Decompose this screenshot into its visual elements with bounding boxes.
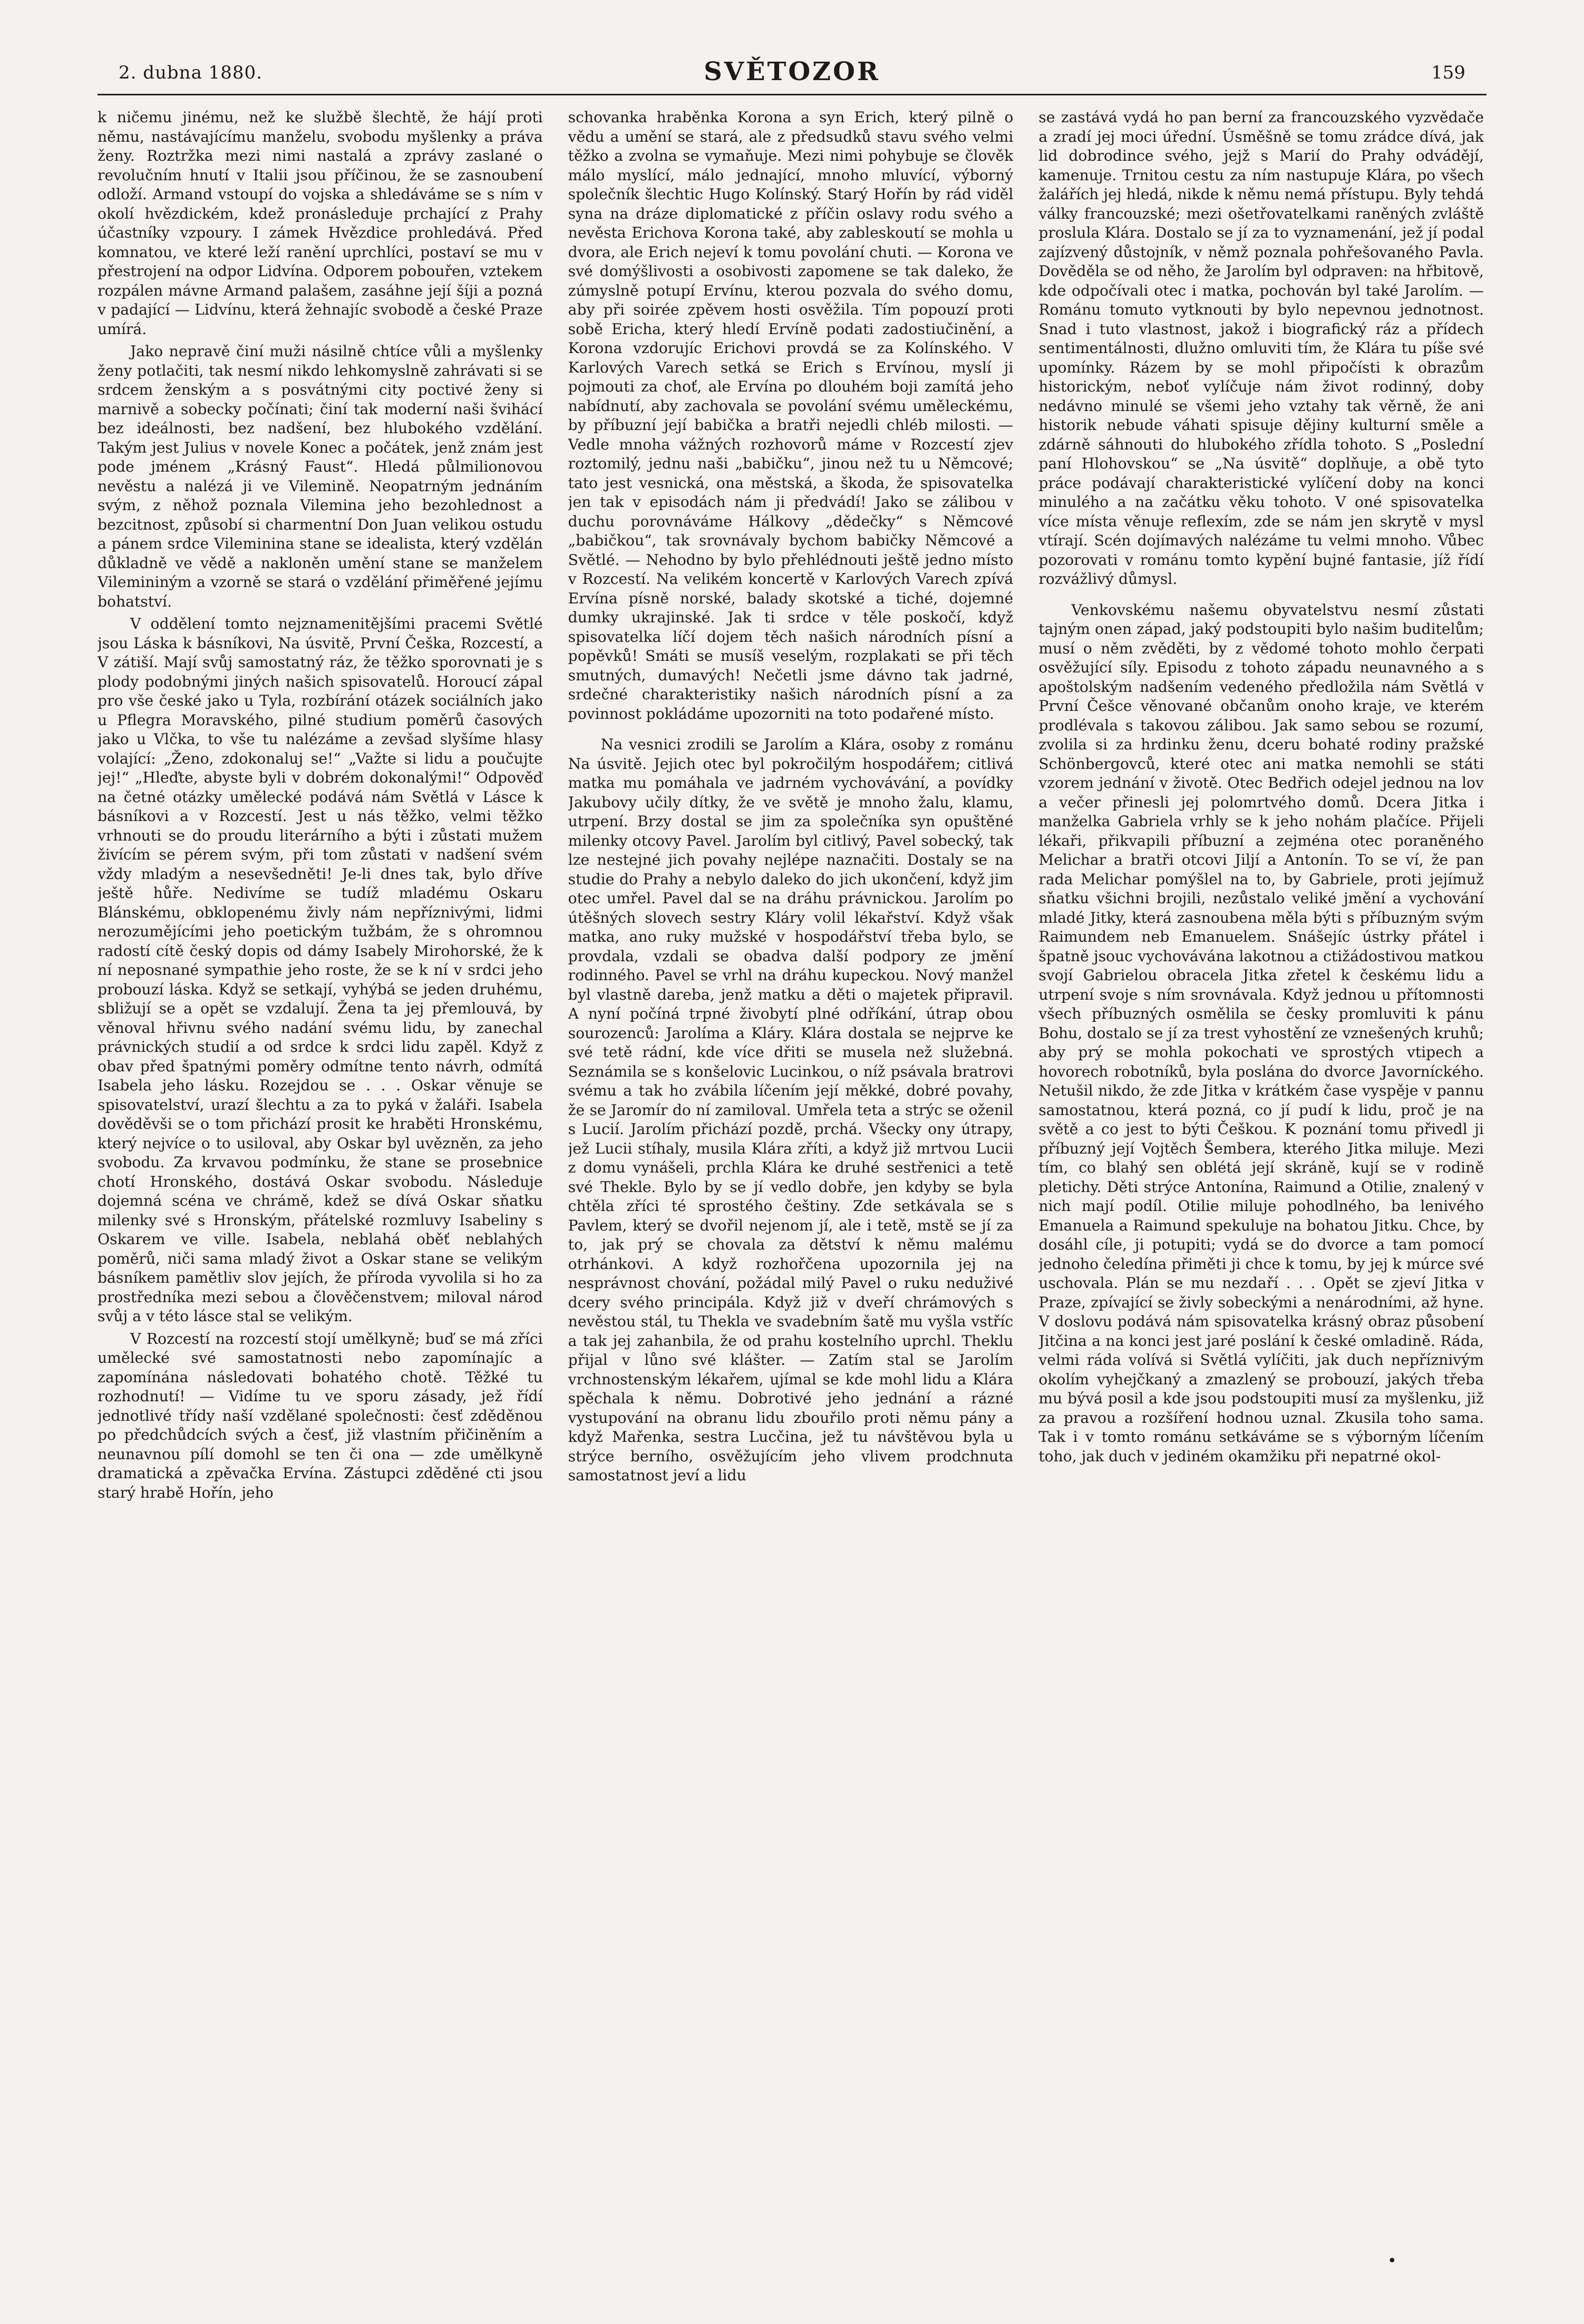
paragraph: se zastává vydá ho pan berní za francouzského vyzvědače a zradí jej moci úřední. Úsměšně se tomu zrádce dívá, jak lid dobrodince svého, jejž s Marií do Prahy odvádějí, kamenuje. Trnitou cestu za ním nastupuje Klára, po všech žalářích jej hledá, nikde k němu nemá přístupu. Byly tehdá války francouzské; mezi ošetřovatelkami raněných zvláště proslula Klára. Dostalo se jí za to vyznamenání, jež jí podal zajízvený důstojník, v němž poznala pohřešovaného Pavla. Dověděla se od něho, že Jarolím byl odpraven: na hřbitově, kde odpočívali otec i matka, pochován byl také Jarolím. — Románu tomuto vytknouti by bylo nepevnou jednotnost. Snad i tuto vlastnost, jakož i biografický ráz a přídech sentimentálnosti, dlužno omluviti tím, že Klára tu píše své upomínky. Rázem by se mohl připočísti k obrazům historickým, neboť vylíčuje nám život rodinný, doby nedávno minulé se všemi jeho vztahy tak věrně, že ani historik nebude váhati spisuje dějiny kulturní směle a zdárně sáhnouti do hlubokého zřídla tohoto. S „Poslední paní Hlohovskou“ se „Na úsvitě“ doplňuje, a obě tyto práce podávají charakteristické vylíčení doby na konci minulého a na začátku věku tohoto. V oné spisovatelka více místa věnuje reflexím, zde se nám jen skrytě v mysl vtírají. Scén dojímavých nalézáme tu velmi mnoho. Vůbec pozorovati v románu tomto kypění bujné fantasie, jíž řídí rozvážlivý důmysl. <box>1038 109 1484 588</box>
paragraph: V oddělení tomto nejznamenitějšími pracemi Světlé jsou Láska k básníkovi, Na úsvitě, První Češka, Rozcestí, a V zátiší. Mají svůj samostatný ráz, že těžko sporovnati je s plody podobnými jiných našich spisovatelů. Horoucí zápal pro vše české jako u Tyla, rozbírání otázek sociálních jako u Pflegra Moravského, pilné studium poměrů časových jako u Vlčka, to vše tu nalézáme a zevšad slyšíme hlasy volající: „Ženo, zdokonaluj se!“ „Važte si lidu a poučujte jej!“ „Hleďte, abyste byli v dobrém dokonalými!“ Odpověď na četné otázky umělecké podává nám Světlá v Lásce k básníkovi a v Rozcestí. Jest u nás těžko, velmi těžko vrhnouti se do proudu literárního a býti i zůstati mužem živícím se pérem svým, při tom zůstati v nadšení svém vždy mladým a nesevšedněti! Je-li dnes tak, bylo dříve ještě hůře. Nedivíme se tudíž mladému Oskaru Blánskému, obklopenému živly nám nepříznivými, lidmi nerozumějícími jeho poetickým tužbám, že s ohromnou radostí cítě český dopis od dámy Isabely Mirohorské, že k ní neposnané sympathie jeho roste, že se k ní v srdci jeho probouzí láska. Když se setkají, vyhýbá se jeden druhému, sbližují se a opět se vzdalují. Žena ta jej přemlouvá, by věnoval hřivnu svého nadání svému lidu, by zanechal právnických studií a od srdce k srdci lidu zapěl. Když z obav před špatnými poměry odmítne tento návrh, odmítá Isabela jeho lásku. Rozejdou se . . . Oskar věnuje se spisovatelství, urazí šlechtu a za to pyká v žaláři. Isabela dověděvši se o tom přichází prosit ke hraběti Hronskému, který nejvíce o to usiloval, aby Oskar byl uvězněn, za jeho svobodu. Za krvavou podmínku, že stane se prosebnice chotí Hronského, dostává Oskar svobodu. Následuje dojemná scéna ve chrámě, kdež se dívá Oskar sňatku milenky své s Hronským, přátelské rozmluvy Isabeliny s Oskarem ve ville. Isabela, neblahá oběť neblahých poměrů, niči sama mladý život a Oskar stane se velikým básníkem pamětliv slov jejích, že příroda vyvolila si ho za prostředníka mezi sebou a člověčenstvem; miloval národ svůj a v této lásce stal se velikým. <box>98 615 543 1325</box>
paragraph: Jako nepravě činí muži násilně chtíce vůli a myšlenky ženy potlačiti, tak nesmí nikdo lehkomyslně zahrávati si se srdcem ženským a s posvátnými city poctivé ženy si marnivě a sobecky počínati; činí tak moderní naši švihácí bez ideálnosti, bez nadšení, bez hlubokého vzdělání. Takým jest Julius v novele Konec a počátek, jenž znám jest pode jménem „Krásný Faust“. Hledá půlmilionovou nevěstu a nalézá ji ve Vilemině. Neopatrným jednáním svým, z něhož poznala Vilemina jeho bezohlednost a bezcitnost, způsobí si charmentní Don Juan velikou ostudu a pánem srdce Vileminina stane se idealista, který vzdělán důkladně ve vědě a nakloněn umění stane se manželem Vilemininým a vzorně se stará o vzdělání přiměřené jejímu bohatství. <box>98 343 543 610</box>
column-3 <box>1038 108 1484 2258</box>
page-header <box>98 57 1486 89</box>
paragraph: V Rozcestí na rozcestí stojí umělkyně; buď se má zříci umělecké své samostatnosti nebo zapomínajíc a zapomínána následovati bohatého chotě. Těžké tu rozhodnutí! — Vidíme tu ve sporu zásady, jež řídí jednotlivé třídy naší vzdělané společnosti: česť zděděnou po předchůdcích svých a česť, již vlastním přičiněním a neunavnou pílí domohl se ten či ona — zde umělkyně dramatická a zpěvačka Ervína. Zástupci zděděné cti jsou starý hrabě Hořín, jeho <box>98 1330 543 1501</box>
paragraph: k ničemu jinému, než ke službě šlechtě, že hájí proti němu, nastávajícímu manželu, svobodu myšlenky a práva ženy. Roztržka mezi nimi nastalá a zprávy zaslané o revolučním hnutí v Italii jsou příčinou, že se zasnoubení odloží. Armand vstoupí do vojska a shledáváme se s ním v okolí hvězdickém, kdež pronásleduje prchající z Prahy účastníky vzpoury. I zámek Hvězdice prohledává. Před komnatou, ve které leží ranění uprchlíci, postaví se mu v přestrojení na odpor Lidvína. Odporem pobouřen, vztekem rozpálen mávne Armand palašem, zasáhne její šíji a pozná v padající — Lidvínu, která žehnajíc svobodě a české Praze umírá. <box>98 109 543 338</box>
end-mark: • <box>1387 2252 1397 2270</box>
paragraph: Na vesnici zrodili se Jarolím a Klára, osoby z románu Na úsvitě. Jejich otec byl pokročilým hospodářem; citlivá matka mu pomáhala ve jadrném vychovávání, a povídky Jakubovy učily dítky, že ve světě je mnoho žalu, klamu, utrpení. Brzy dostal se jim za společníka syn opuštěné milenky otcovy Pavel. Jarolím byl citlivý, Pavel sobecký, tak lze nestejné jich povahy nejlépe naznačiti. Dostaly se na studie do Prahy a nebylo daleko do jich ukončení, když jim otec umřel. Pavel dal se na dráhu právnickou. Jarolím po útěšných slovech sestry Kláry volil lékařství. Když však matka, ano ruky mužské v hospodářství třeba bylo, se provdala, vzdali se obadva další podpory ze jmění rodinného. Pavel se vrhl na dráhu kupeckou. Nový manžel byl vlastně dareba, jenž matku a děti o majetek připravil. A nyní počíná trpné živobytí plné odříkání, útrap obou sourozenců: Jarolíma a Kláry. Klára dostala se nejprve ke své tetě rádní, kde více dřiti se musela než služebná. Seznámila se s konšelovic Lucinkou, o níž psávala bratrovi svému a tak ho zvábila líčením její měkké, dobré povahy, že se Jaromír do ní zamiloval. Umřela teta a strýc se oženil s Lucií. Jarolím přichází pozdě, prchá. Všecky ony útrapy, jež Lucii stíhaly, musila Klára zříti, a když již mrtvou Lucii z domu vynášeli, prchla Klára ke druhé sestřenici a tetě své Thekle. Bylo by se jí vedlo dobře, jen kdyby se byla chtěla zříci té sprostého češtiny. Zde setkávala se s Pavlem, který se dvořil nejenom jí, ale i tetě, mstě se jí za to, jak prý se chovala za dětství k němu malému otrhánkovi. A když rozhořčena upozornila jej na nesprávnost chování, požádal milý Pavel o ruku neduživé dcery svého principála. Když již v dveří chrámových s nevěstou stál, tu Thekla ve svadebním šatě mu vyšla vstříc a tak jej zahanbila, že od prahu kostelního uprchl. Theklu přijal v lůno své klášter. — Zatím stal se Jarolím vrchnostenským lékařem, ujímal se kde mohl lidu a Klára spěchala k němu. Dobrotivé jeho jednání a rázné vystupování na obranu lidu zbouřilo proti němu pány a když Mařenka, sestra Lucčina, jež tu návštěvou byla u strýce berního, osvěžujícím jeho vlivem prodchnuta samostatnost jeví a lidu <box>568 736 1014 1484</box>
masthead-title: SVĚTOZOR <box>704 57 880 86</box>
issue-date: 2. dubna 1880. <box>119 62 263 83</box>
column-1 <box>98 108 543 2258</box>
paragraph: Venkovskému našemu obyvatelstvu nesmí zůstati tajným onen západ, jaký podstoupiti bylo našim buditelům; musí o něm zvěděti, by z vědomé tohoto mohlo čerpati osvěžující síly. Episodu z tohoto západu neunavného a s apoštolským nadšením vedeného předložila nám Světlá v První Češce věnované občanům onoho kraje, ve kterém prodlévala s takovou zálibou. Jak samo sebou se rozumí, zvolila si za hrdinku ženu, dceru bohaté rodiny pražské Schönbergovců, které otec ani matka nemohli se státi vzorem jednání v životě. Otec Bedřich odejel jednou na lov a večer přinesli jej polomrtvého domů. Dcera Jitka i manželka Gabriela vrhly se k jeho nohám plačíce. Přijeli lékaři, přikvapili příbuzní a zejména otec poraněného Melichar a bratři otcovi Jiljí a Antonín. To se ví, že pan rada Melichar pomýšlel na to, by Gabriele, proti jejímuž sňatku všichni brojili, nezůstalo veliké jmění a vychování mladé Jitky, která zasnoubena měla býti s příbuzným svým Raimundem neb Emanuelem. Snášejíc ústrky přátel i špatně jsouc vychovávána lakotnou a ctižádostivou matkou svojí Gabrielou obracela Jitka zřetel k českému lidu a utrpení svoje s ním srovnávala. Když jednou u přítomnosti všech příbuzných osmělila se česky promluviti k pánu Bohu, dostalo se jí za trest vyhostění ze vznešených kruhů; aby prý se mohla pokochati ve sprostých vtipech a hovorech robotníků, byla poslána do dvorce Javorníckého. Netušil nikdo, že zde Jitka v krátkém čase vyspěje v pannu samostatnou, která pozná, co jí pudí k lidu, proč je na světě a co jest to býti Češkou. K poznání tomu přivedl ji příbuzný její Vojtěch Šembera, kterého Jitka miluje. Mezi tím, co blahý sen oblétá její skráně, kují se v rodině pletichy. Děti strýce Antonína, Raimund a Otilie, znalený v nich mají podíl. Otilie miluje pohodlného, ba lenivého Emanuela a Raimund spekuluje na bohatou Jitku. Chce, by dosáhl cíle, ji potupiti; vydá se do dvorce a tam pomocí jednoho čeledína přiměti ji chce k tomu, by jej k múrce své uschovala. Plán se mu nezdaří . . . Opět se zjeví Jitka v Praze, zpívající se živly sobeckými a nenárodními, až hyne. V doslovu podává nám spisovatelka krásný obraz působení Jitčina a na konci jest jaré poslání k české omladině. Ráda, velmi ráda volívá si Světlá vylíčiti, jak duch nepříznivým okolím vyhejčkaný a zmazlený se probouzí, jakých třeba mu bývá posil a kde jsou podstoupiti musí za myšlenku, již za pravou a rozšíření hodnou uznal. Zkusila toho sama. Tak i v tomto románu setkáváme se s výborným líčením toho, jak duch v jediném okamžiku při nepatrné okol- <box>1038 601 1484 1465</box>
article-columns <box>98 108 1484 2258</box>
paragraph: schovanka hraběnka Korona a syn Erich, který pilně o vědu a umění se stará, ale z předsudků stavu svého velmi těžko a zvolna se vymaňuje. Mezi nimi pohybuje se člověk málo myslící, málo jednající, mnoho mluvící, výborný společník šlechtic Hugo Kolínský. Starý Hořín by rád viděl syna na dráze diplomatické z příčin oslavy rodu svého a nevěsta Erichova Korona také, aby zableskoutí se mohla u dvora, ale Erich nejeví k tomu povolání chuti. — Korona ve své domýšlivosti a osobivosti zapomene se tak daleko, že zúmyslně potupí Ervínu, kterou pozvala do svého domu, aby při soirée zpěvem hosti osvěžila. Tím popouzí proti sobě Ericha, který hledí Ervíně podati zadostiučinění, a Korona vzdorujíc Erichovi provdá se za Kolínského. V Karlových Varech setká se Erich s Ervínou, myslí ji pojmouti za choť, ale Ervína po dlouhém boji zamítá jeho nabídnutí, aby zachovala se povolání svému uměleckému, by příbuzní její babička a bratři nejedli chléb milosti. — Vedle mnoha vážných rozhovorů máme v Rozcestí zjev roztomilý, jednu naši „babičku“, jinou než tu u Němcové; tato jest vesnická, ona městská, a škoda, že spisovatelka jen tak v episodách nám ji předvádí! Jako se zálibou v duchu porovnáváme Hálkovy „dědečky“ s Němcové „babičkou“, tak srovnávaly bychom babičky Němcové a Světlé. — Nehodno by bylo přehlédnouti ještě jedno místo v Rozcestí. Na velikém koncertě v Karlových Varech zpívá Ervína písně norské, balady skotské a tiché, dojemné dumky ukrajinské. Jak ti srdce v těle poskočí, když spisovatelka líčí dojem těch našich národních písní a popěvků! Smáti se musíš veselým, rozplakati se při těch smutných, dumavých! Nečetli jsme dávno tak jadrné, srdečné charakteristiky našich národních písní a za povinnost pokládáme upozorniti na toto podařené místo. <box>568 109 1014 722</box>
header-rule <box>98 94 1486 95</box>
page-number: 159 <box>1431 62 1465 83</box>
column-2 <box>568 108 1014 2258</box>
